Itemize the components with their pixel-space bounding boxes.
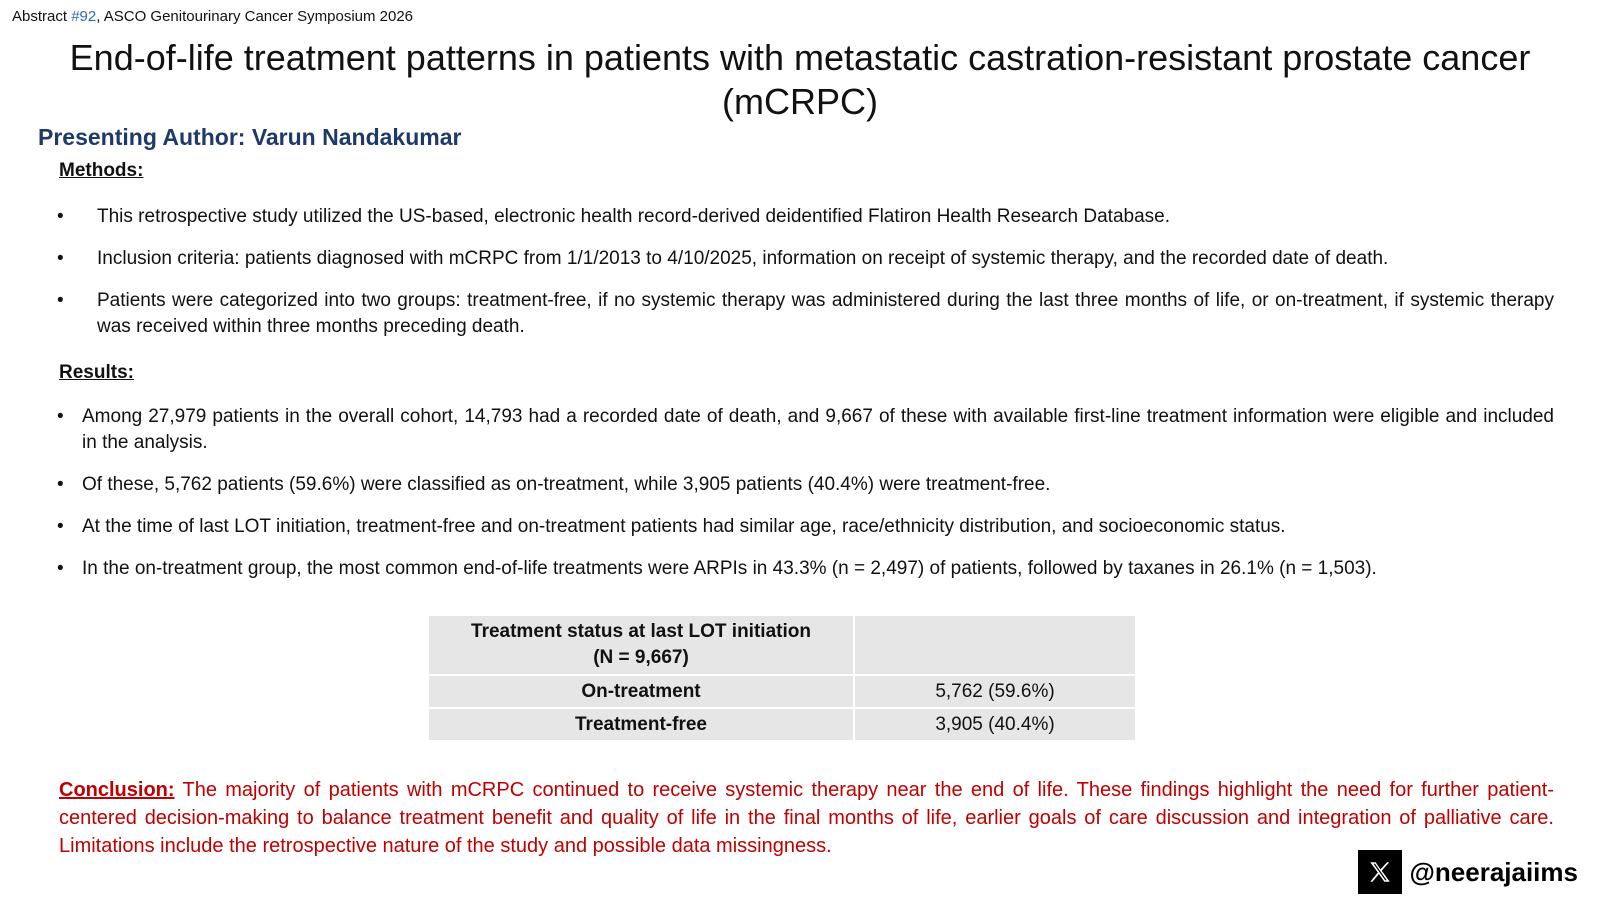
results-item	[57, 514, 1554, 540]
bullet-icon: •	[57, 516, 64, 537]
abstract-suffix: , ASCO Genitourinary Cancer Symposium 2026	[96, 8, 414, 25]
bullet-icon: •	[57, 248, 64, 269]
table-row-value: 5,762 (59.6%)	[855, 676, 1135, 707]
social-handle[interactable]	[1358, 850, 1578, 894]
bullet-icon: •	[57, 558, 64, 579]
results-item-text: Among 27,979 patients in the overall cohort, 14,793 had a recorded date of death, and 9,667 of these with available first-line treatment information were eligible and included in the analysis.	[82, 406, 1554, 453]
conclusion-label: Conclusion:	[59, 779, 175, 801]
table-header-row	[429, 616, 1135, 674]
table-row-label: Treatment-free	[429, 709, 853, 740]
bullet-icon: •	[57, 290, 64, 311]
abstract-citation	[12, 8, 413, 25]
methods-item	[57, 204, 1554, 230]
results-item	[57, 404, 1554, 456]
methods-heading: Methods:	[59, 160, 144, 181]
table-row-label: On-treatment	[429, 676, 853, 707]
social-handle-text: @neerajaiims	[1409, 856, 1578, 887]
conclusion-paragraph	[59, 776, 1554, 860]
results-heading: Results:	[59, 362, 134, 383]
abstract-number-link[interactable]: #92	[71, 8, 97, 25]
treatment-status-table	[427, 614, 1137, 742]
results-list	[57, 404, 1554, 598]
table-header-empty-cell	[855, 616, 1135, 674]
methods-item-text: Patients were categorized into two groups: treatment-free, if no systemic therapy was administered during the last three months of life, or on-treatment, if systemic therapy was received within three months preceding death.	[97, 290, 1554, 337]
abstract-prefix: Abstract	[12, 8, 72, 25]
table-header-count: (N = 9,667)	[593, 647, 689, 668]
bullet-icon: •	[57, 406, 64, 427]
methods-item	[57, 246, 1554, 272]
bullet-icon: •	[57, 206, 64, 227]
table-row-value: 3,905 (40.4%)	[855, 709, 1135, 740]
presenting-author: Presenting Author: Varun Nandakumar	[38, 124, 462, 150]
methods-list	[57, 204, 1554, 356]
methods-item-text: Inclusion criteria: patients diagnosed with mCRPC from 1/1/2013 to 4/10/2025, information on receipt of systemic therapy, and the recorded date of death.	[97, 248, 1389, 269]
results-item-text: Of these, 5,762 patients (59.6%) were classified as on-treatment, while 3,905 patients (40.4%) were treatment-free.	[82, 474, 1051, 495]
table-row	[429, 709, 1135, 740]
table-header-title: Treatment status at last LOT initiation	[471, 621, 811, 642]
methods-item	[57, 288, 1554, 340]
conclusion-text: The majority of patients with mCRPC continued to receive systemic therapy near the end of life. These findings highlight the need for further patient-centered decision-making to balance treatment benefit and quality of life in the final months of life, earlier goals of care discussion and integration of palliative care. Limitations include the retrospective nature of the study and possible data missingness.	[59, 779, 1554, 857]
results-item	[57, 556, 1554, 582]
table-header-cell	[429, 616, 853, 674]
results-item-text: In the on-treatment group, the most common end-of-life treatments were ARPIs in 43.3% (n = 2,497) of patients, followed by taxanes in 26.1% (n = 1,503).	[82, 558, 1377, 579]
methods-item-text: This retrospective study utilized the US-based, electronic health record-derived deidentified Flatiron Health Research Database.	[97, 206, 1170, 227]
results-item-text: At the time of last LOT initiation, treatment-free and on-treatment patients had similar age, race/ethnicity distribution, and socioeconomic status.	[82, 516, 1286, 537]
table-row	[429, 676, 1135, 707]
x-logo-icon	[1358, 850, 1402, 894]
bullet-icon: •	[57, 474, 64, 495]
page-title: End-of-life treatment patterns in patients with metastatic castration-resistant prostate cancer (mCRPC)	[69, 37, 1531, 122]
results-item	[57, 472, 1554, 498]
